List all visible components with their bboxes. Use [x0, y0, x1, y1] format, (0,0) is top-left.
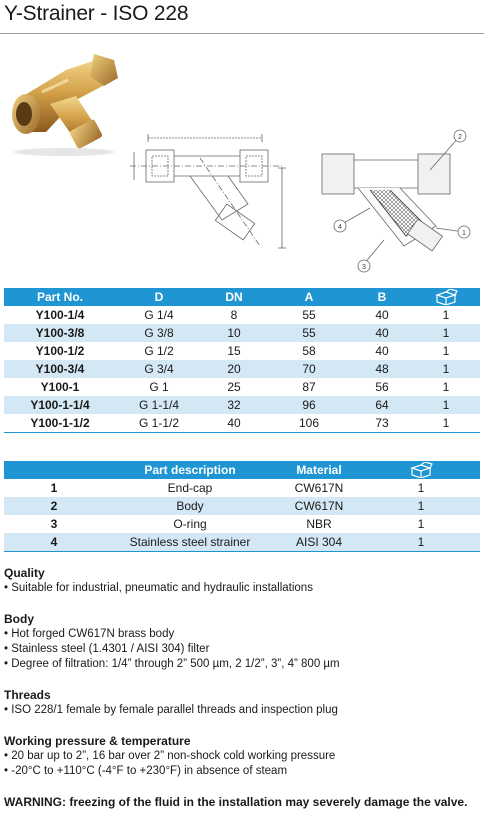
table-cell: 3: [50, 517, 58, 531]
table-cell: 1: [412, 324, 480, 342]
table-cell: Y100-3/8: [4, 324, 116, 342]
table-row: [4, 378, 480, 396]
table-cell: 40: [375, 344, 389, 358]
svg-text:1: 1: [462, 230, 466, 237]
table-cell: Y100-1-1/4: [4, 396, 116, 414]
bullet-item: • -20°C to +110°C (-4°F to +230°F) in absence of steam: [4, 765, 288, 777]
body-section: [4, 612, 480, 672]
table-row: [4, 360, 480, 378]
table-cell: 96: [266, 396, 352, 414]
table-cell: 73: [352, 414, 412, 433]
table-cell: 70: [266, 360, 352, 378]
table-row: [4, 306, 480, 324]
quality-section: [4, 566, 480, 596]
table-cell: G 1/2: [144, 344, 174, 358]
table-cell: 56: [375, 380, 389, 394]
table-cell: G 1/4: [144, 308, 174, 322]
callout-2: [454, 130, 466, 142]
section-heading: Working pressure & temperature: [4, 734, 191, 748]
table-cell: 4: [4, 533, 104, 552]
table-cell: 1: [417, 481, 425, 495]
table-cell: 40: [202, 414, 266, 433]
col-b: B: [352, 288, 412, 306]
col-d: D: [116, 288, 202, 306]
package-box-icon: [434, 289, 458, 305]
table-cell: 55: [266, 324, 352, 342]
parts-table-header: [4, 461, 480, 479]
table-cell: 1: [412, 414, 480, 433]
table-cell: 106: [266, 414, 352, 433]
col-part-description: Part description: [104, 461, 276, 479]
bullet-item: • 20 bar up to 2”, 16 bar over 2” non-shock cold working pressure: [4, 750, 336, 762]
dimension-table-header: [4, 288, 480, 306]
table-cell: Stainless steel strainer: [104, 533, 276, 552]
table-cell: 15: [227, 344, 241, 358]
product-photo: [6, 52, 120, 156]
table-cell: CW617N: [294, 481, 344, 495]
table-cell: G 1-1/2: [116, 414, 202, 433]
table-cell: 1: [362, 533, 480, 552]
table-cell: G 3/4: [116, 360, 202, 378]
table-cell: 20: [202, 360, 266, 378]
bullet-item: • Suitable for industrial, pneumatic and hydraulic installations: [4, 582, 313, 594]
svg-text:4: 4: [338, 224, 342, 231]
col-package: [362, 461, 480, 479]
table-cell: End-cap: [167, 481, 213, 495]
warning-text: WARNING: freezing of the fluid in the installation may severely damage the valve.: [4, 795, 468, 809]
col-part-number: [4, 461, 104, 479]
package-box-icon: [409, 462, 433, 478]
table-cell: 87: [302, 380, 316, 394]
page-title: Y-Strainer - ISO 228: [4, 2, 189, 25]
parts-table: [4, 461, 480, 552]
table-row: [4, 414, 480, 433]
table-cell: 1: [412, 360, 480, 378]
table-row: [4, 324, 480, 342]
title-divider: [0, 33, 484, 34]
callout-1: [458, 226, 470, 238]
table-row: [4, 342, 480, 360]
table-cell: NBR: [306, 517, 332, 531]
bullet-item: • Stainless steel (1.4301 / AISI 304) filter: [4, 643, 210, 655]
table-cell: 10: [202, 324, 266, 342]
table-cell: G 1-1/4: [116, 396, 202, 414]
table-cell: 1: [417, 517, 425, 531]
table-cell: 58: [302, 344, 316, 358]
table-cell: G 1: [149, 380, 169, 394]
table-row: [4, 396, 480, 414]
bullet-item: • ISO 228/1 female by female parallel threads and inspection plug: [4, 704, 338, 716]
table-cell: 25: [227, 380, 241, 394]
table-cell: 1: [442, 344, 450, 358]
callout-4: [334, 220, 346, 232]
table-row: [4, 479, 480, 497]
section-heading: Body: [4, 612, 34, 626]
table-cell: G 3/8: [116, 324, 202, 342]
section-heading: Threads: [4, 688, 51, 702]
callout-3: [358, 260, 370, 272]
table-cell: Body: [104, 497, 276, 515]
svg-text:2: 2: [458, 134, 462, 141]
table-cell: AISI 304: [276, 533, 362, 552]
dimension-table: [4, 288, 480, 433]
dimension-drawing: [130, 128, 302, 276]
bullet-item: • Degree of filtration: 1/4” through 2” 500 µm, 2 1/2”, 3”, 4” 800 µm: [4, 658, 340, 670]
col-material: Material: [276, 461, 362, 479]
table-cell: O-ring: [173, 517, 207, 531]
table-cell: 8: [230, 308, 238, 322]
threads-section: [4, 688, 480, 718]
col-part-no: Part No.: [4, 288, 116, 306]
table-cell: 1: [442, 380, 450, 394]
col-dn: DN: [202, 288, 266, 306]
svg-text:3: 3: [362, 264, 366, 271]
section-drawing: [318, 128, 482, 276]
table-cell: 2: [4, 497, 104, 515]
table-row: [4, 515, 480, 533]
table-cell: Y100-3/4: [4, 360, 116, 378]
table-cell: 40: [375, 308, 389, 322]
table-row: [4, 497, 480, 515]
table-cell: Y100-1/4: [35, 308, 85, 322]
table-cell: 40: [352, 324, 412, 342]
table-cell: 64: [352, 396, 412, 414]
table-cell: CW617N: [276, 497, 362, 515]
pressure-section: [4, 734, 480, 779]
col-package: [412, 288, 480, 306]
table-cell: 1: [442, 308, 450, 322]
table-cell: Y100-1/2: [35, 344, 85, 358]
table-cell: 48: [352, 360, 412, 378]
table-cell: Y100-1: [40, 380, 80, 394]
table-row: [4, 533, 480, 552]
table-cell: 55: [302, 308, 316, 322]
table-cell: Y100-1-1/2: [4, 414, 116, 433]
table-cell: 32: [202, 396, 266, 414]
table-cell: 1: [50, 481, 58, 495]
bullet-item: • Hot forged CW617N brass body: [4, 628, 175, 640]
section-heading: Quality: [4, 566, 45, 580]
table-cell: 1: [362, 497, 480, 515]
col-a: A: [266, 288, 352, 306]
table-cell: 1: [412, 396, 480, 414]
